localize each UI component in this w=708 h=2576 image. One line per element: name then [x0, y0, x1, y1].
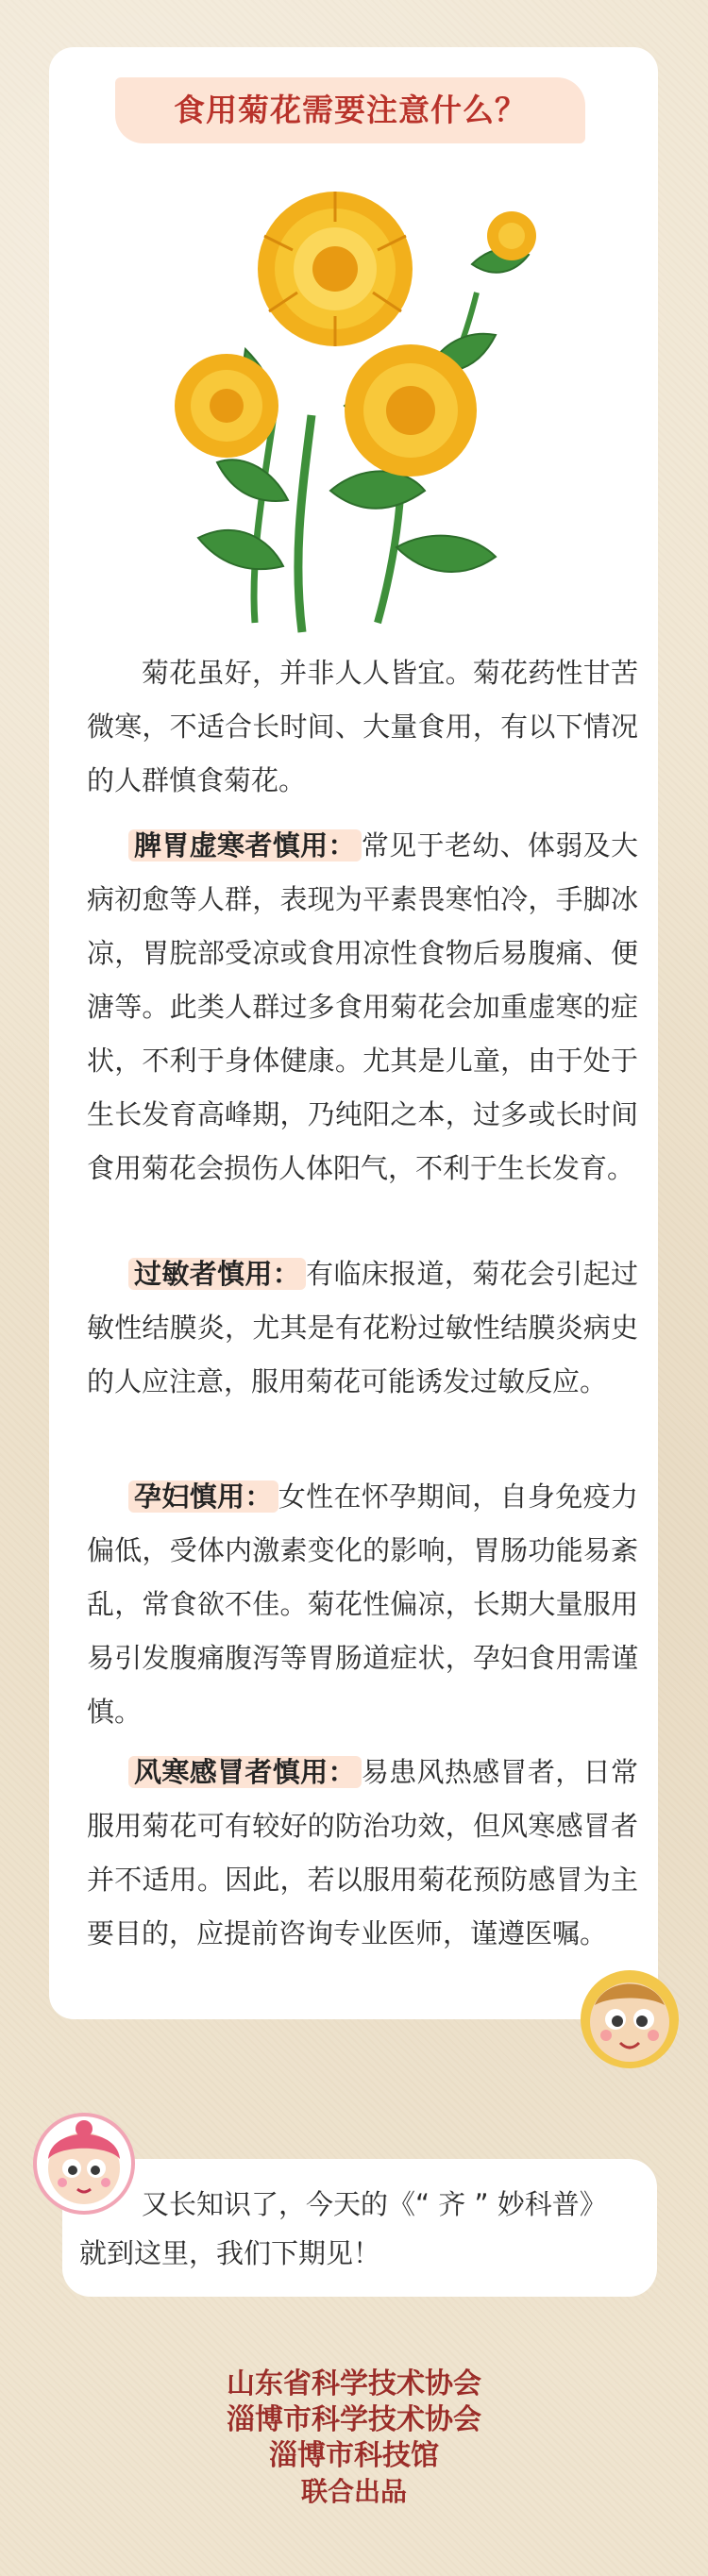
footer-org-1: 山东省科学技术协会: [227, 2367, 481, 2400]
section-text: 女性在怀孕期间，自身免疫力偏低，受体内激素变化的影响，胃肠功能易紊乱，常食欲不佳。菊花性偏凉，长期大量服用易引发腹痛腹泻等胃肠道症状，孕妇食用需谨慎。: [87, 1480, 638, 1728]
section-spleen-stomach: [87, 819, 638, 1196]
section-text: 易患风热感冒者，日常服用菊花可有较好的防治功效，但风寒感冒者并不适用。因此，若以服用菊花预防感冒为主要目的，应提前咨询专业医师，谨遵医嘱。: [87, 1756, 638, 1949]
footer-org-3: 淄博市科技馆: [269, 2439, 439, 2472]
section-label: 风寒感冒者慎用：: [128, 1756, 362, 1788]
intro-paragraph: 菊花虽好，并非人人皆宜。菊花药性甘苦微寒，不适合长时间、大量食用，有以下情况的人群慎食菊花。: [87, 657, 638, 796]
title-banner: [115, 77, 585, 143]
bubble-line-2: 就到这里，我们下期见！: [79, 2237, 381, 2269]
section-label: 脾胃虚寒者慎用：: [128, 829, 362, 861]
chrysanthemum-illustration: [160, 179, 557, 642]
page-title: 食用菊花需要注意什么？: [174, 92, 527, 128]
section-pregnancy: [87, 1470, 638, 1739]
footer-org-2: 淄博市科学技术协会: [227, 2403, 481, 2436]
boy-mascot-icon: [578, 1967, 682, 2071]
section-label: 孕妇慎用：: [128, 1480, 278, 1513]
section-text: 常见于老幼、体弱及大病初愈等人群，表现为平素畏寒怕冷，手脚冰凉，胃脘部受凉或食用凉性食物后易腹痛、便溏等。此类人群过多食用菊花会加重虚寒的症状，不利于身体健康。尤其是儿童，由于处于生长发育高峰期，乃纯阳之本，过多或长时间食用菊花会损伤人体阳气，不利于生长发育。: [87, 829, 638, 1184]
bubble-message: [79, 2180, 646, 2278]
bubble-line-1: 又长知识了，今天的《“ 齐 ” 妙科普》: [142, 2188, 607, 2220]
section-label: 过敏者慎用：: [128, 1258, 306, 1290]
section-cold: [87, 1746, 638, 1961]
section-text: 有临床报道，菊花会引起过敏性结膜炎，尤其是有花粉过敏性结膜炎病史的人应注意，服用菊花可能诱发过敏反应。: [87, 1258, 638, 1397]
footer-note: 联合出品: [300, 2476, 407, 2507]
section-allergy: [87, 1247, 638, 1409]
